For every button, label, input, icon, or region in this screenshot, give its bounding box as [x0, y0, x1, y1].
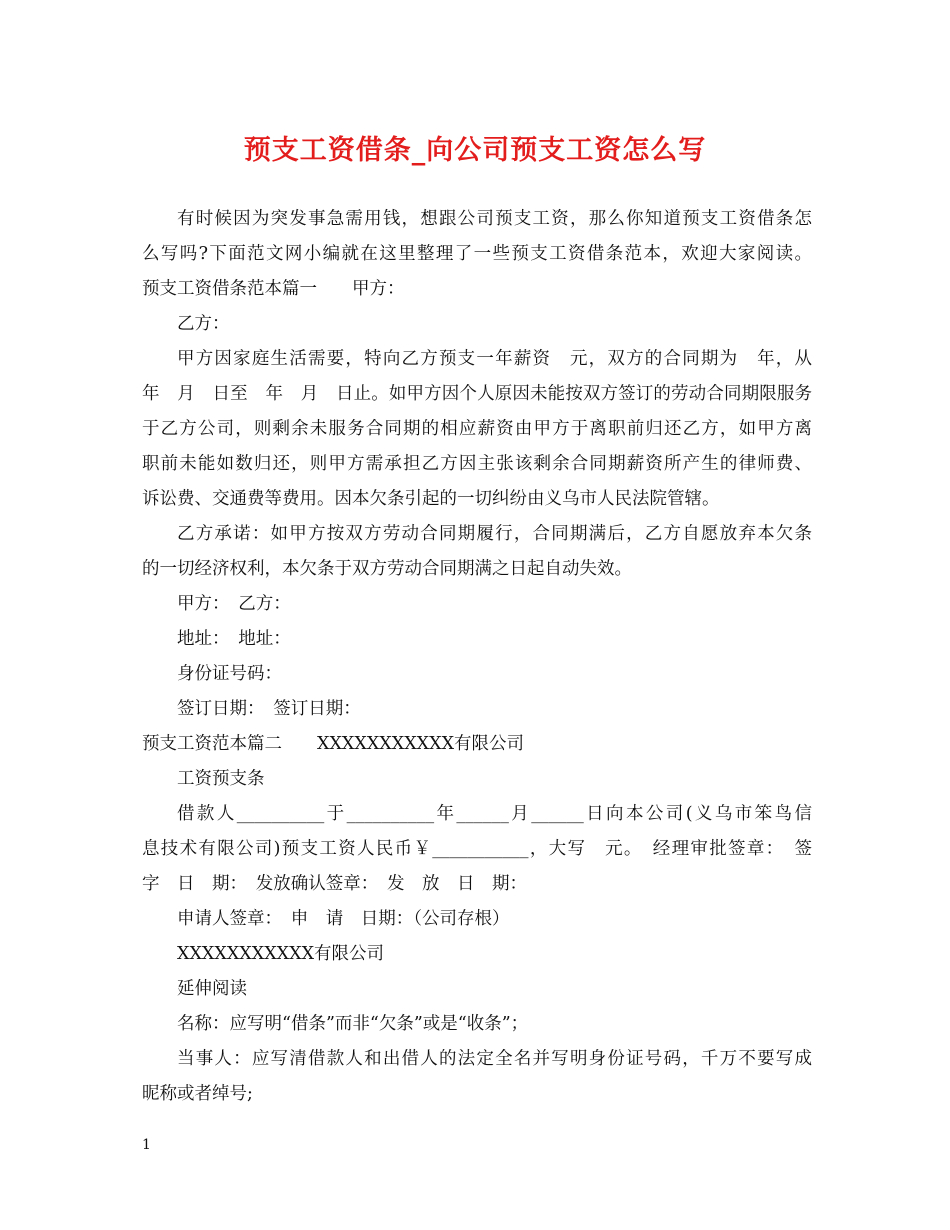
paragraph-line: 借款人__________于__________年______月______日向本公司(义乌市笨鸟信 [177, 804, 812, 824]
paragraph-line: 甲方因家庭生活需要，特向乙方预支一年薪资 元，双方的合同期为 年，从 [177, 349, 812, 369]
paragraph-line: 年 月 日至 年 月 日止。如甲方因个人原因未能按双方签订的劳动合同期限服务 [142, 384, 812, 404]
section-heading: 预支工资借条范本篇一 甲方： [142, 279, 405, 299]
paragraph-line: 申请人签章： 申 请 日期：（公司存根） [177, 909, 510, 929]
paragraph-line: 于乙方公司，则剩余未服务合同期的相应薪资由甲方于离职前归还乙方，如甲方离 [142, 419, 812, 439]
paragraph-line: XXXXXXXXXXX有限公司 [177, 944, 385, 964]
paragraph-line: 工资预支条 [177, 769, 265, 789]
paragraph-line: 当事人：应写清借款人和出借人的法定全名并写明身份证号码，千万不要写成 [177, 1049, 812, 1069]
paragraph-line: 的一切经济权利，本欠条于双方劳动合同期满之日起自动失效。 [142, 559, 632, 579]
paragraph-line: 么写吗?下面范文网小编就在这里整理了一些预支工资借条范本，欢迎大家阅读。 [142, 244, 812, 264]
paragraph-line: 诉讼费、交通费等费用。因本欠条引起的一切纠纷由义乌市人民法院管辖。 [142, 489, 720, 509]
paragraph-line: 名称：应写明“借条”而非“欠条”或是“收条”； [177, 1014, 529, 1034]
section-heading: 预支工资范本篇二 XXXXXXXXXXX有限公司 [142, 734, 525, 754]
paragraph-line: 息技术有限公司)预支工资人民币￥___________，大写 元。 经理审批签章： 签 [142, 839, 812, 859]
id-number-line: 身份证号码： [177, 664, 282, 684]
document-title: 预支工资借条_向公司预支工资怎么写 [243, 135, 707, 166]
paragraph-line: 职前未能如数归还，则甲方需承担乙方因主张该剩余合同期薪资所产生的律师费、 [142, 454, 812, 474]
address-line: 地址： 地址： [177, 629, 291, 649]
paragraph-line: 延伸阅读 [177, 979, 247, 999]
signature-line: 甲方： 乙方： [177, 594, 291, 614]
paragraph-line: 有时候因为突发事急需用钱，想跟公司预支工资，那么你知道预支工资借条怎 [177, 209, 812, 229]
sign-date-line: 签订日期： 签订日期： [177, 699, 361, 719]
page-number: 1 [142, 1137, 151, 1153]
paragraph-line: 昵称或者绰号; [142, 1084, 253, 1104]
paragraph-line: 乙方： [177, 314, 230, 334]
paragraph-line: 字 日 期： 发放确认签章： 发 放 日 期： [142, 874, 527, 894]
paragraph-line: 乙方承诺：如甲方按双方劳动合同期履行，合同期满后，乙方自愿放弃本欠条 [177, 524, 812, 544]
